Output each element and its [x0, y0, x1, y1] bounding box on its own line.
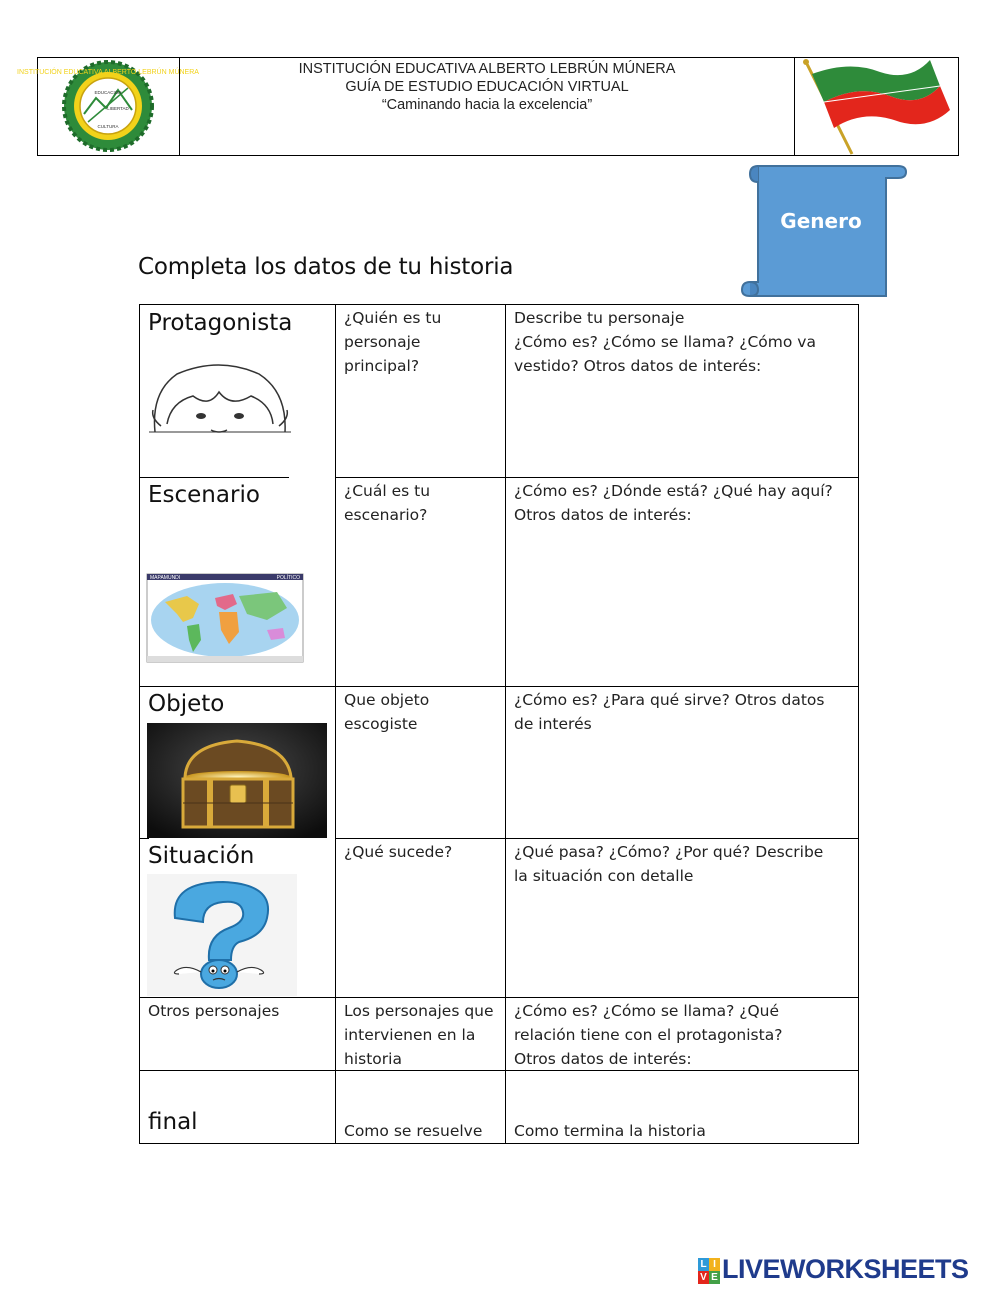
genero-label[interactable]: Genero: [780, 209, 862, 233]
header-title: INSTITUCIÓN EDUCATIVA ALBERTO LEBRÚN MÚNERA: [298, 61, 676, 77]
question-mark-icon: [147, 874, 297, 996]
header-divider: [794, 58, 795, 155]
prompt-objeto: ¿Cómo es? ¿Para qué sirve? Otros datos de interés: [514, 691, 825, 733]
girl-face-icon: [147, 362, 293, 440]
row-label-escenario: Escenario: [148, 482, 260, 508]
svg-text:EDUCACIÓN: EDUCACIÓN: [94, 90, 122, 95]
liveworksheets-badge-icon: L I V E: [698, 1258, 720, 1284]
header-motto: “Caminando hacia la excelencia”: [381, 97, 593, 113]
row-label-protagonista: Protagonista: [148, 310, 293, 336]
svg-text:LIBERTAD: LIBERTAD: [107, 106, 129, 111]
header-subtitle: GUÍA DE ESTUDIO EDUCACIÓN VIRTUAL: [345, 79, 629, 95]
prompt-final: Como termina la historia: [514, 1122, 706, 1140]
question-escenario: ¿Cuál es tu escenario?: [344, 482, 431, 524]
world-map-icon: [147, 574, 303, 662]
liveworksheets-watermark: LIVEWORKSHEETS: [722, 1254, 969, 1284]
question-situacion: ¿Qué sucede?: [344, 843, 453, 861]
row-label-otros-personajes: Otros personajes: [148, 1002, 280, 1020]
question-protagonista: ¿Quién es tu personaje principal?: [344, 309, 442, 375]
map-label-right: POLÍTICO: [276, 575, 300, 581]
row-label-objeto: Objeto: [148, 691, 225, 717]
row-label-final: final: [148, 1109, 198, 1135]
question-objeto: Que objeto escogiste: [344, 691, 430, 733]
row-label-situacion: Situación: [148, 843, 255, 869]
treasure-chest-icon: [147, 723, 327, 838]
question-otros-personajes: Los personajes que intervienen en la historia: [344, 1002, 494, 1068]
svg-text:CULTURA: CULTURA: [97, 124, 119, 129]
map-label-left: MAPAMUNDI: [150, 575, 181, 581]
prompt-escenario: ¿Cómo es? ¿Dónde está? ¿Qué hay aquí? Otros datos de interés:: [514, 482, 833, 524]
flag-icon: [800, 58, 952, 156]
story-table: [139, 304, 859, 1144]
instruction-heading: Completa los datos de tu historia: [138, 254, 514, 280]
logo-ring-text: INSTITUCIÓN EDUCATIVA ALBERTO LEBRÚN MÚNERA: [17, 69, 199, 76]
school-logo: [17, 58, 199, 154]
question-final: Como se resuelve: [344, 1122, 483, 1140]
prompt-situacion: ¿Qué pasa? ¿Cómo? ¿Por qué? Describe la situación con detalle: [514, 843, 824, 885]
prompt-protagonista: Describe tu personaje ¿Cómo es? ¿Cómo se llama? ¿Cómo va vestido? Otros datos de interés:: [514, 309, 816, 375]
prompt-otros-personajes: ¿Cómo es? ¿Cómo se llama? ¿Qué relación tiene con el protagonista? Otros datos de interés:: [514, 1002, 783, 1068]
